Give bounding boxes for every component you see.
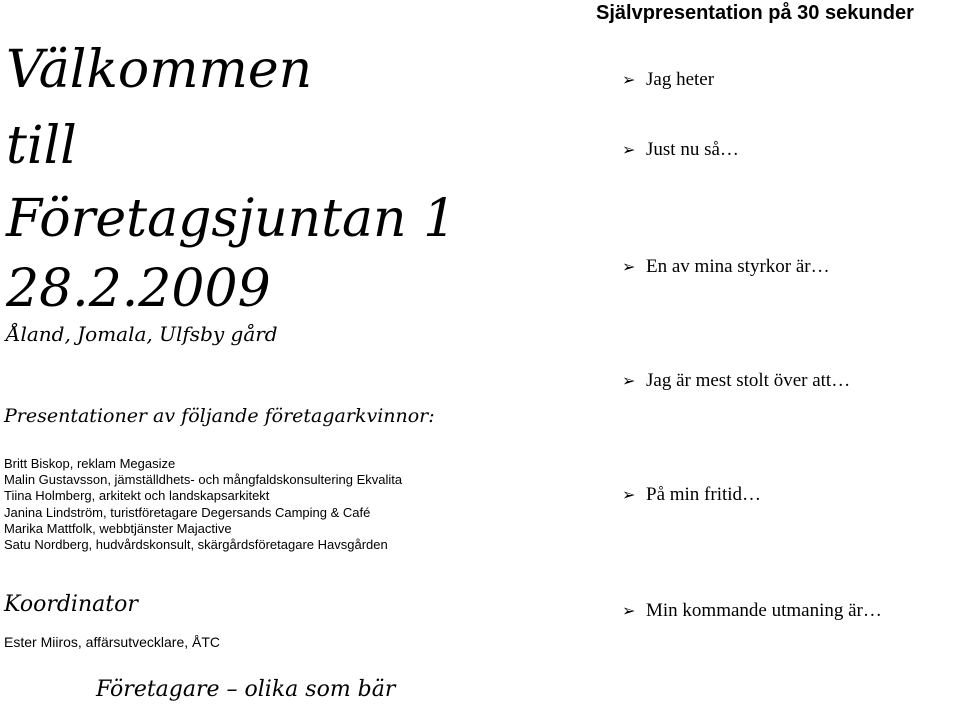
event-location: Åland, Jomala, Ulfsby gård [6,322,278,346]
participant-item: Satu Nordberg, hudvårdskonsult, skärgårdsföretagare Havsgården [4,537,388,553]
prompt-text: På min fritid… [646,484,762,505]
arrow-bullet-icon: ➢ [622,142,636,159]
prompt-text: Jag är mest stolt över att… [646,370,851,391]
coordinator-name: Ester Miiros, affärsutvecklare, ÅTC [4,634,221,650]
participant-item: Malin Gustavsson, jämställdhets- och mångfaldskonsultering Ekvalita [4,472,403,488]
participant-item: Tiina Holmberg, arkitekt och landskapsarkitekt [4,488,270,504]
prompt-item [622,370,850,392]
slogan: Företagare – olika som bär [96,677,396,702]
coordinator-heading: Koordinator [4,592,138,617]
welcome-title-line-3: Företagsjuntan 1 [6,189,457,249]
arrow-bullet-icon: ➢ [622,259,636,276]
participant-item: Marika Mattfolk, webbtjänster Majactive [4,520,232,536]
prompt-text: En av mina styrkor är… [646,256,830,277]
arrow-bullet-icon: ➢ [622,373,636,390]
prompt-text: Jag heter [646,69,715,90]
arrow-bullet-icon: ➢ [622,487,636,504]
arrow-bullet-icon: ➢ [622,603,636,620]
prompt-item [622,600,882,622]
prompt-text: Min kommande utmaning är… [646,600,882,621]
prompt-item [622,484,761,506]
prompt-text: Just nu så… [646,139,739,160]
welcome-title-line-1: Välkommen [6,40,313,100]
participant-item: Britt Biskop, reklam Megasize [4,456,176,471]
arrow-bullet-icon: ➢ [622,72,636,89]
prompt-item [622,69,714,91]
welcome-title-line-4: 28.2.2009 [6,259,271,319]
page-header-title: Självpresentation på 30 sekunder [596,2,914,24]
presentations-heading: Presentationer av följande företagarkvinnor: [4,405,435,427]
prompt-item [622,256,830,278]
participant-item: Janina Lindström, turistföretagare Degersands Camping & Café [4,504,371,520]
prompt-item [622,139,739,161]
welcome-title-line-2: till [6,116,77,176]
participant-list [4,456,402,553]
